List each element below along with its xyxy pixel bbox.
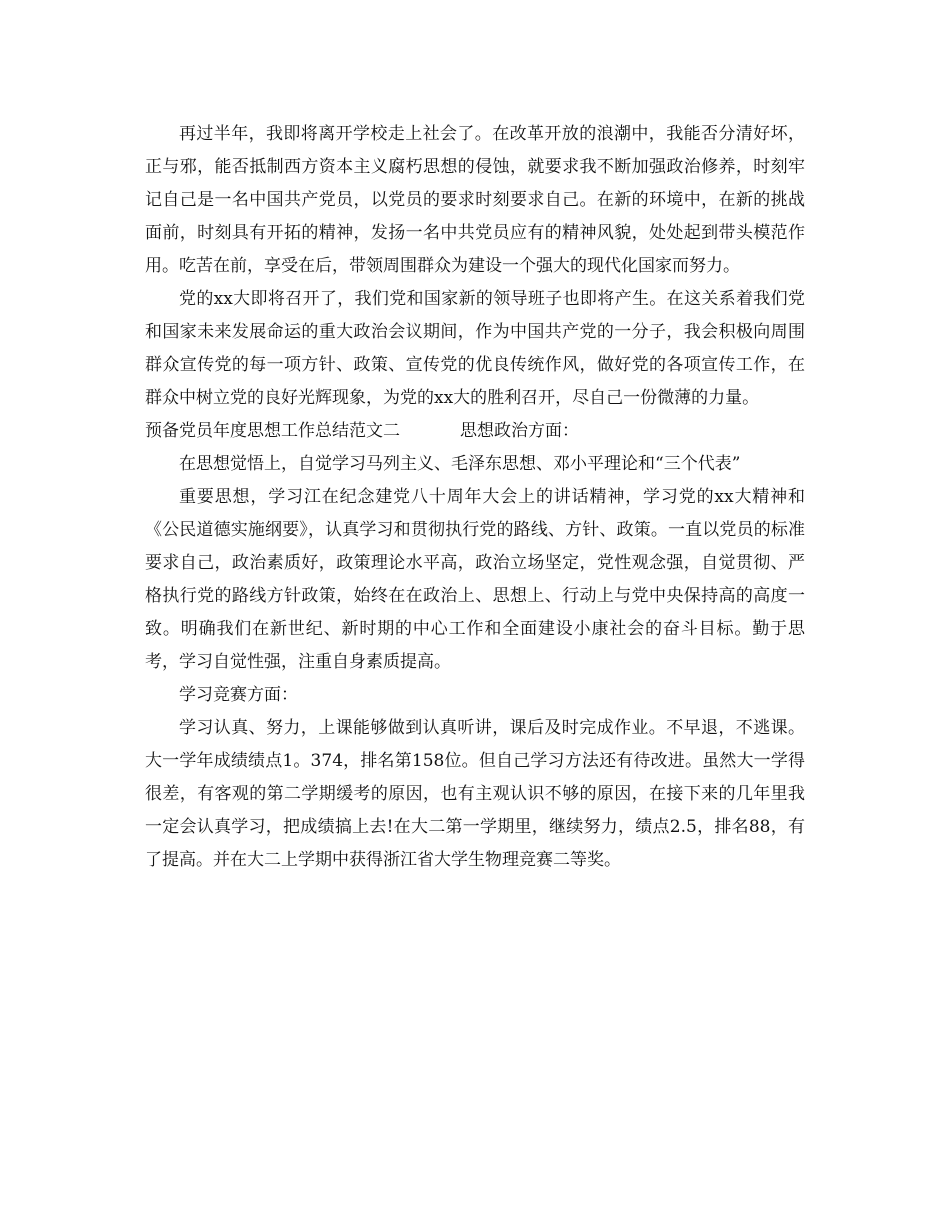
article-title: 预备党员年度思想工作总结范文二 <box>145 421 400 441</box>
paragraph-study-results: 学习认真、努力，上课能够做到认真听讲，课后及时完成作业。不早退，不逃课。大一学年成绩绩点1。374，排名第158位。但自己学习方法还有待改进。虽然大一学得很差，有客观的第二学期缓考的原因，也有主观认识不够的原因，在接下来的几年里我一定会认真学习，把成绩搞上去!在大二第一学期里，继续努力，绩点2.5，排名88，有了提高。并在大二上学期中获得浙江省大学生物理竞赛二等奖。 <box>145 718 805 870</box>
paragraph-party-congress: 党的xx大即将召开了，我们党和国家新的领导班子也即将产生。在这关系着我们党和国家未来发展命运的重大政治会议期间，作为中国共产党的一分子，我会积极向周围群众宣传党的每一项方针、政策、宣传党的优良传统作风，做好党的各项宣传工作，在群众中树立党的良好光辉现象，为党的xx大的胜利召开，尽自己一份微薄的力量。 <box>145 289 805 408</box>
section-heading-study: 学习竞赛方面： <box>179 685 298 705</box>
document-body <box>145 118 805 877</box>
section-heading-line <box>145 415 805 448</box>
paragraph-ideology: 在思想觉悟上，自觉学习马列主义、毛泽东思想、邓小平理论和“三个代表” <box>179 454 741 474</box>
paragraph-future-society: 再过半年，我即将离开学校走上社会了。在改革开放的浪潮中，我能否分清好坏，正与邪，能否抵制西方资本主义腐朽思想的侵蚀，就要求我不断加强政治修养，时刻牢记自己是一名中国共产党员，以党员的要求时刻要求自己。在新的环境中，在新的挑战面前，时刻具有开拓的精神，发扬一名中共党员应有的精神风貌，处处起到带头模范作用。吃苦在前，享受在后，带领周围群众为建设一个强大的现代化国家而努力。 <box>145 124 805 276</box>
section-heading-political: 思想政治方面： <box>460 421 579 441</box>
paragraph-important-thought: 重要思想，学习江在纪念建党八十周年大会上的讲话精神，学习党的xx大精神和《公民道德实施纲要》，认真学习和贯彻执行党的路线、方针、政策。一直以党员的标准要求自己，政治素质好，政策理论水平高，政治立场坚定，党性观念强，自觉贯彻、严格执行党的路线方针政策，始终在在政治上、思想上、行动上与党中央保持高的高度一致。明确我们在新世纪、新时期的中心工作和全面建设小康社会的奋斗目标。勤于思考，学习自觉性强，注重自身素质提高。 <box>145 487 805 672</box>
